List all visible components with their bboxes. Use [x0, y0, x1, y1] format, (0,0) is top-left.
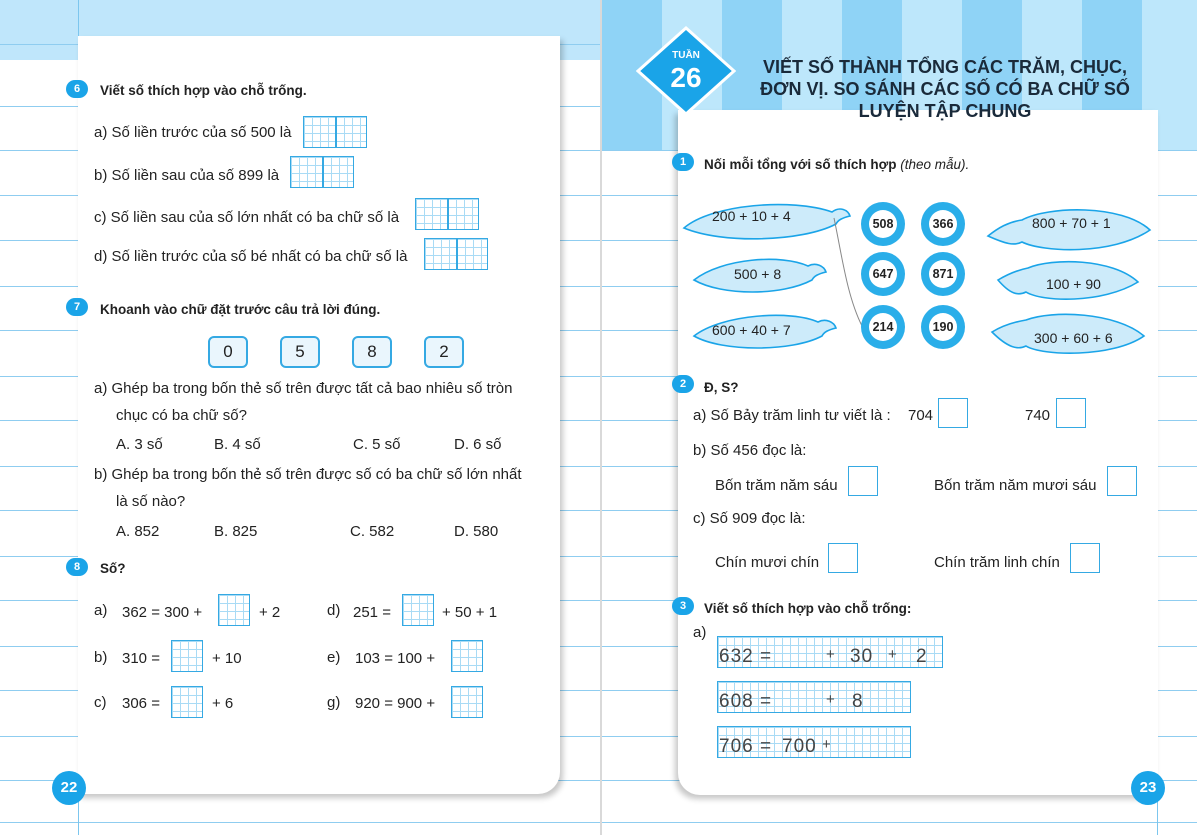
q1-hint: (theo mẫu).	[900, 157, 970, 172]
flower-number[interactable]	[921, 305, 965, 349]
page-number-left: 22	[52, 771, 86, 805]
answer-box[interactable]	[424, 238, 488, 270]
question-number-badge: 2	[672, 375, 694, 393]
lesson-title-line2: ĐƠN VỊ. SO SÁNH CÁC SỐ CÓ BA CHỮ SỐ	[760, 79, 1130, 99]
option[interactable]: C. 582	[350, 523, 395, 540]
handwritten-value: =	[760, 646, 773, 667]
number-card: 5	[280, 336, 320, 368]
flower-value: 214	[869, 313, 897, 341]
flower-number[interactable]	[861, 305, 905, 349]
question-number-badge: 8	[66, 558, 88, 576]
answer-box[interactable]	[171, 640, 203, 672]
q8-row-pre: 310 =	[122, 650, 160, 667]
q2-a-option: 740	[1025, 407, 1051, 424]
answer-box[interactable]	[451, 640, 483, 672]
q7-title: Khoanh vào chữ đặt trước câu trả lời đúng.	[100, 302, 381, 317]
answer-box[interactable]	[303, 116, 367, 148]
lesson-title-line3: LUYỆN TẬP CHUNG	[858, 101, 1032, 121]
q2-title: Đ, S?	[704, 380, 739, 395]
handwritten-value: 632	[719, 646, 754, 667]
q2-c-label: c) Số 909 đọc là:	[693, 510, 806, 527]
book-spine	[600, 0, 602, 835]
answer-box[interactable]	[218, 594, 250, 626]
handwritten-value: =	[760, 736, 773, 757]
q6-title: Viết số thích hợp vào chỗ trống.	[100, 83, 307, 98]
handwritten-value: 700	[782, 736, 817, 757]
flower-value: 647	[869, 260, 897, 288]
q8-row-pre: 920 = 900 +	[355, 695, 436, 712]
option[interactable]: D. 580	[454, 523, 499, 540]
q8-row-pre: 362 = 300 +	[122, 604, 203, 621]
flower-number[interactable]	[861, 202, 905, 246]
q8-row-label: e)	[327, 649, 341, 666]
q6-item-b: b) Số liền sau của số 899 là	[94, 167, 280, 184]
page-number-right: 23	[1131, 771, 1165, 805]
q8-row-post: + 2	[259, 604, 281, 621]
handwritten-value: +	[822, 736, 832, 753]
answer-box[interactable]	[402, 594, 434, 626]
handwritten-value: +	[888, 646, 898, 663]
sum-leaf[interactable]: 600 + 40 + 7	[712, 322, 791, 338]
q8-title: Số?	[100, 561, 126, 576]
flower-value: 508	[869, 210, 897, 238]
q2-c-option: Chín mươi chín	[715, 554, 820, 571]
q7-a-line2: chục có ba chữ số?	[116, 407, 247, 424]
true-false-box[interactable]	[1070, 543, 1100, 573]
option[interactable]: D. 6 số	[454, 436, 502, 453]
q7-b-line1: b) Ghép ba trong bốn thẻ số trên được số có ba chữ số lớn nhất	[94, 466, 522, 483]
flower-number[interactable]	[921, 252, 965, 296]
option[interactable]: B. 825	[214, 523, 258, 540]
q8-row-post: + 10	[212, 650, 242, 667]
question-number-badge: 7	[66, 298, 88, 316]
q6-item-d: d) Số liền trước của số bé nhất có ba chữ số là	[94, 248, 408, 265]
sum-leaf[interactable]: 200 + 10 + 4	[712, 208, 791, 224]
answer-box[interactable]	[290, 156, 354, 188]
q2-a-label: a) Số Bảy trăm linh tư viết là :	[693, 407, 891, 424]
sum-leaf[interactable]: 500 + 8	[734, 266, 782, 282]
question-number-badge: 3	[672, 597, 694, 615]
flower-number[interactable]	[861, 252, 905, 296]
q7-a-line1: a) Ghép ba trong bốn thẻ số trên được tất cả bao nhiêu số tròn	[94, 380, 513, 397]
q8-row-post: + 6	[212, 695, 234, 712]
q2-b-label: b) Số 456 đọc là:	[693, 442, 807, 459]
handwritten-value: 30	[850, 646, 874, 667]
q2-a-option: 704	[908, 407, 934, 424]
lesson-title-line1: VIẾT SỐ THÀNH TỔNG CÁC TRĂM, CHỤC,	[763, 57, 1127, 77]
true-false-box[interactable]	[828, 543, 858, 573]
option[interactable]: C. 5 số	[353, 436, 401, 453]
handwritten-value: 608	[719, 691, 754, 712]
flower-value: 871	[929, 260, 957, 288]
q2-b-option: Bốn trăm năm sáu	[715, 477, 838, 494]
q3-part-label: a)	[693, 624, 707, 641]
handwritten-value: 8	[852, 691, 864, 712]
week-label: TUẦN	[672, 50, 700, 61]
q8-row-post: + 50 + 1	[442, 604, 498, 621]
handwritten-value: 706	[719, 736, 754, 757]
lesson-title	[740, 56, 1150, 122]
q8-row-label: b)	[94, 649, 108, 666]
flower-value: 366	[929, 210, 957, 238]
q8-row-pre: 251 =	[353, 604, 391, 621]
flower-number[interactable]	[921, 202, 965, 246]
q8-row-pre: 103 = 100 +	[355, 650, 436, 667]
option[interactable]: A. 852	[116, 523, 160, 540]
q2-b-option: Bốn trăm năm mươi sáu	[934, 477, 1097, 494]
week-number: 26	[670, 62, 702, 93]
q6-item-a: a) Số liền trước của số 500 là	[94, 124, 292, 141]
q8-row-label: d)	[327, 602, 341, 619]
true-false-box[interactable]	[848, 466, 878, 496]
handwritten-value: =	[760, 691, 773, 712]
q2-c-option: Chín trăm linh chín	[934, 554, 1060, 571]
handwritten-value: +	[826, 646, 836, 663]
number-card: 0	[208, 336, 248, 368]
true-false-box[interactable]	[938, 398, 968, 428]
q8-row-pre: 306 =	[122, 695, 160, 712]
true-false-box[interactable]	[1107, 466, 1137, 496]
number-card: 2	[424, 336, 464, 368]
q8-row-label: c)	[94, 694, 107, 711]
q6-item-c: c) Số liền sau của số lớn nhất có ba chữ số là	[94, 209, 400, 226]
q7-b-line2: là số nào?	[116, 493, 186, 510]
flower-value: 190	[929, 313, 957, 341]
question-number-badge: 6	[66, 80, 88, 98]
true-false-box[interactable]	[1056, 398, 1086, 428]
answer-box[interactable]	[171, 686, 203, 718]
option[interactable]: A. 3 số	[116, 436, 163, 453]
question-number-badge: 1	[672, 153, 694, 171]
sum-leaf[interactable]: 300 + 60 + 6	[1034, 330, 1113, 346]
sum-leaf[interactable]: 100 + 90	[1046, 276, 1101, 292]
sum-leaf[interactable]: 800 + 70 + 1	[1032, 215, 1111, 231]
q3-title: Viết số thích hợp vào chỗ trống:	[704, 601, 912, 616]
answer-box[interactable]	[415, 198, 479, 230]
q8-row-label: g)	[327, 694, 341, 711]
handwritten-value: +	[826, 691, 836, 708]
q8-row-label: a)	[94, 602, 108, 619]
q1-title-text: Nối mỗi tổng với số thích hợp	[704, 157, 897, 172]
q1-title	[704, 157, 969, 172]
handwritten-value: 2	[916, 646, 928, 667]
answer-box[interactable]	[451, 686, 483, 718]
option[interactable]: B. 4 số	[214, 436, 261, 453]
number-card: 8	[352, 336, 392, 368]
